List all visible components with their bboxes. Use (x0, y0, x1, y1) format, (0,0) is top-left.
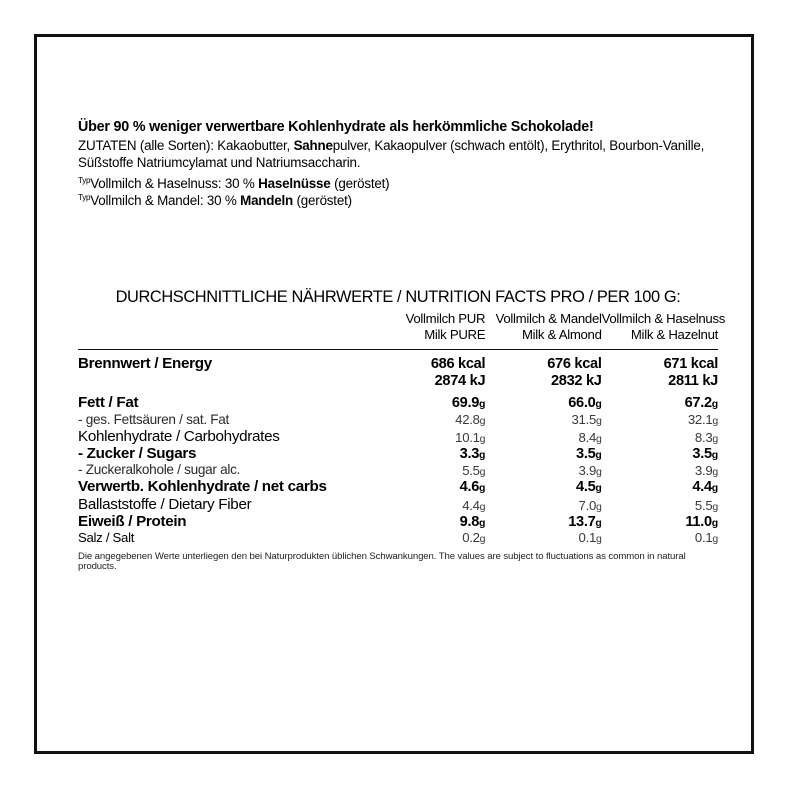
ingredients-bold-cream: Sahne (293, 138, 333, 154)
row-label-protein: Eiweiß / Protein (78, 513, 187, 530)
row-value-protein-almond: 13.7g (568, 513, 602, 530)
row-value-salt-almond: 0.1g (578, 530, 602, 546)
nutrition-footnote: Die angegebenen Werte unterliegen den bei Naturprodukten üblichen Schwankungen. The values are subject to fluctuations as common in natural products. (78, 550, 686, 573)
row-value-satfat-almond: 31.5g (571, 412, 602, 428)
intro-block (78, 118, 718, 210)
row-value-sugaralc-almond: 3.9g (578, 462, 602, 478)
row-value-energy-pure: 686 kcal (430, 355, 486, 372)
table-header-row-de (78, 311, 718, 327)
row-value-energykj-hazelnut: 2811 kJ (668, 372, 718, 389)
row-value-fiber-pure: 4.4g (462, 497, 486, 513)
row-label-energy-kj (78, 373, 369, 390)
row-value-protein-hazelnut: 11.0g (685, 513, 718, 530)
table-row (78, 412, 718, 428)
row-value-sugaralc-hazelnut: 3.9g (694, 462, 718, 478)
variant-sup-hazelnut: Typ (78, 175, 91, 185)
row-value-fiber-almond: 7.0g (578, 497, 602, 513)
table-header-row-en (78, 327, 718, 347)
row-value-netcarbs-hazelnut: 4.4g (692, 478, 718, 495)
variant-after-almond: (geröstet) (293, 193, 352, 209)
row-label-salt: Salz / Salt (78, 530, 135, 546)
column-header-hazelnut-de: Vollmilch & Haselnuss (601, 311, 726, 326)
ingredients-paragraph (78, 138, 718, 171)
variant-after-hazelnut: (geröstet) (330, 175, 390, 191)
variant-text-almond: Vollmilch & Mandel: 30 % (90, 193, 241, 209)
column-header-pure-en: Milk PURE (424, 326, 486, 342)
row-value-satfat-hazelnut: 32.1g (687, 412, 718, 428)
row-value-energykj-almond: 2832 kJ (550, 372, 602, 389)
column-header-almond-de: Vollmilch & Mandel (495, 311, 602, 326)
ingredients-part1: Kakaobutter, (213, 138, 294, 154)
headline: Über 90 % weniger verwertbare Kohlenhydrate als herkömmliche Schokolade! (78, 119, 594, 135)
row-label-fiber: Ballaststoffe / Dietary Fiber (78, 495, 252, 513)
row-value-carbs-almond: 8.4g (578, 429, 602, 445)
row-value-satfat-pure: 42.8g (455, 412, 486, 428)
table-row (78, 513, 718, 530)
ingredients-part2: pulver, Kakaopulver (schwach entölt), Erythritol, Bourbon-Vanille, Süßstoffe Natriumcylamat und Natriumsaccharin. (78, 138, 705, 170)
column-header-hazelnut-en: Milk & Hazelnut (630, 326, 718, 342)
nutrition-title: DURCHSCHNITTLICHE NÄHRWERTE / NUTRITION FACTS PRO / PER 100 G: (115, 288, 681, 306)
variant-bold-hazelnut: Haselnüsse (258, 175, 331, 191)
variant-bold-almond: Mandeln (240, 193, 294, 209)
table-row (78, 478, 718, 495)
row-label-net-carbs: Verwertb. Kohlenhydrate / net carbs (78, 478, 327, 496)
table-row (78, 394, 718, 411)
variant-sup-almond: Typ (78, 193, 91, 203)
column-header-pure-de: Vollmilch PUR (405, 311, 486, 326)
table-row (78, 530, 718, 545)
ingredients-label: ZUTATEN (alle Sorten): (78, 138, 214, 154)
variant-line-almond (78, 192, 718, 210)
table-row (78, 355, 718, 372)
table-row (78, 445, 718, 462)
nutrition-table (78, 311, 726, 546)
row-value-salt-hazelnut: 0.1g (694, 530, 718, 546)
row-label-carbohydrates: Kohlenhydrate / Carbohydrates (78, 427, 280, 445)
row-label-sugars: - Zucker / Sugars (78, 444, 197, 462)
column-header-almond-en: Milk & Almond (521, 326, 602, 342)
row-value-fat-almond: 66.0g (568, 395, 602, 412)
row-value-sugaralc-pure: 5.5g (462, 462, 486, 478)
nutrition-facts-block (78, 288, 726, 573)
row-value-netcarbs-pure: 4.6g (459, 478, 486, 495)
row-label-fat: Fett / Fat (78, 394, 139, 412)
row-value-energy-almond: 676 kcal (547, 355, 602, 372)
row-value-fiber-hazelnut: 5.5g (694, 497, 718, 513)
row-value-fat-hazelnut: 67.2g (684, 395, 718, 412)
variant-line-hazelnut (78, 175, 718, 193)
table-row (78, 373, 718, 390)
row-value-fat-pure: 69.9g (451, 395, 486, 412)
row-label-sugar-alcohols: - Zuckeralkohole / sugar alc. (78, 462, 241, 478)
row-value-carbs-pure: 10.1g (455, 429, 486, 445)
row-value-protein-pure: 9.8g (459, 513, 486, 530)
table-row (78, 496, 718, 513)
row-value-energy-hazelnut: 671 kcal (663, 355, 718, 372)
row-value-carbs-hazelnut: 8.3g (694, 429, 718, 445)
table-row (78, 428, 718, 445)
row-value-sugars-hazelnut: 3.5g (692, 445, 718, 462)
table-row (78, 462, 718, 478)
row-value-netcarbs-almond: 4.5g (576, 478, 602, 495)
row-value-sugars-almond: 3.5g (576, 445, 602, 462)
row-label-saturated-fat: - ges. Fettsäuren / sat. Fat (78, 411, 230, 427)
variant-text-hazelnut: Vollmilch & Haselnuss: 30 % (90, 175, 259, 191)
row-value-sugars-pure: 3.3g (459, 445, 486, 462)
row-label-energy: Brennwert / Energy (78, 355, 212, 373)
row-value-salt-pure: 0.2g (462, 530, 486, 546)
row-value-energykj-pure: 2874 kJ (434, 372, 486, 389)
